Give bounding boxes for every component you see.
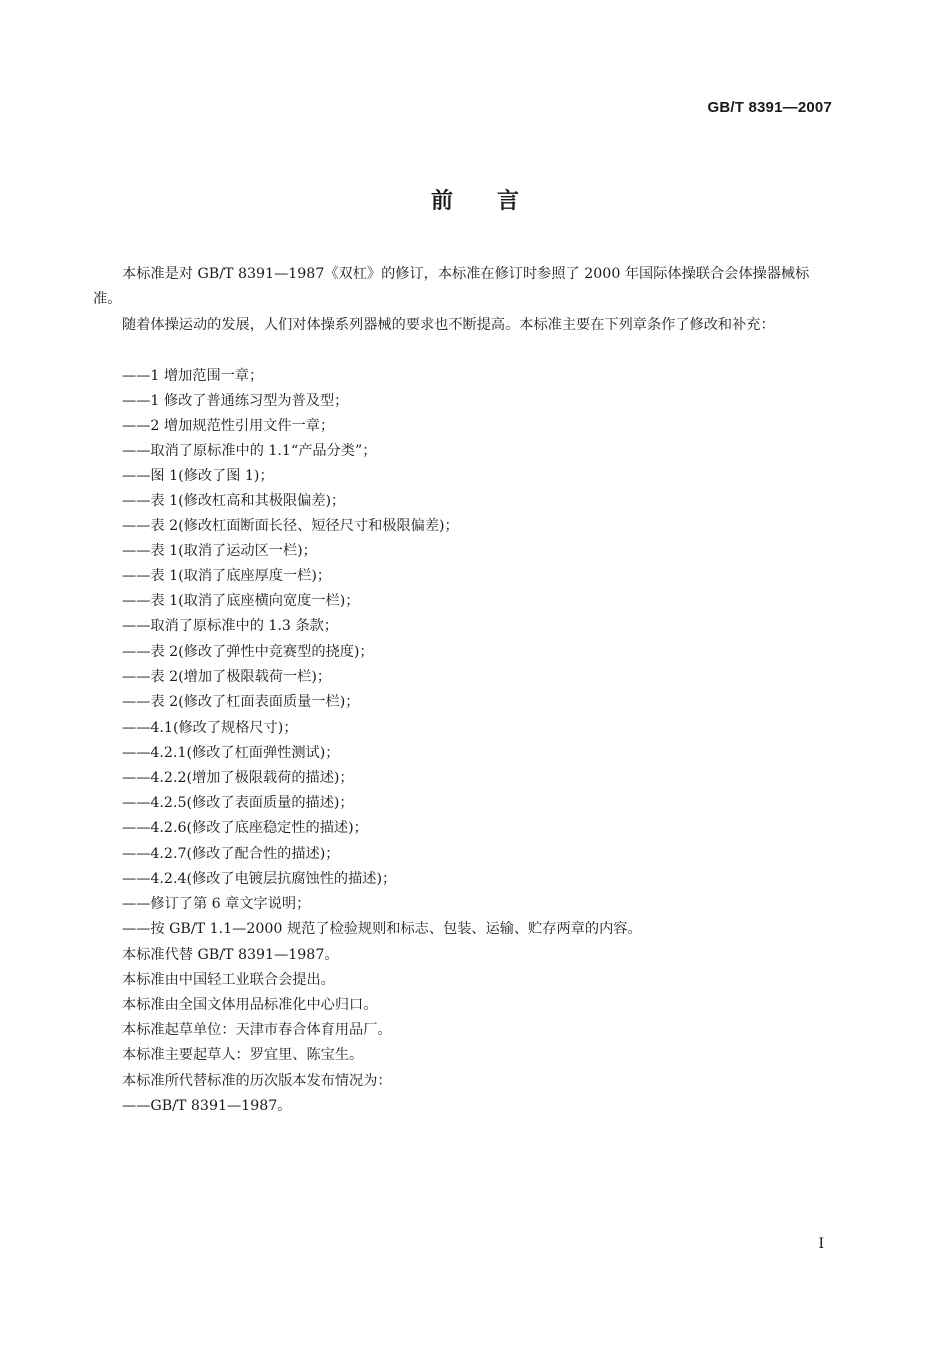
- history-item: ——GB/T 8391—1987。: [122, 1098, 292, 1114]
- change-item: ——表 1(取消了底座厚度一栏)；: [122, 568, 332, 584]
- change-item: ——1 增加范围一章；: [122, 368, 264, 384]
- change-item: ——4.2.4(修改了电镀层抗腐蚀性的描述)；: [122, 871, 397, 887]
- change-item: ——4.2.2(增加了极限载荷的描述)；: [122, 770, 354, 786]
- standard-code: GB/T 8391—2007: [707, 99, 832, 116]
- page-title: [0, 184, 950, 215]
- title-char-2: 言: [497, 189, 520, 214]
- change-item: ——表 1(取消了底座横向宽度一栏)；: [122, 593, 360, 609]
- change-item: ——表 2(修改了杠面表面质量一栏)；: [122, 694, 360, 710]
- change-item: ——修订了第 6 章文字说明；: [122, 896, 311, 912]
- change-item: ——按 GB/T 1.1—2000 规范了检验规则和标志、包装、运输、贮存两章的内容。: [122, 921, 642, 937]
- statement-line: 本标准所代替标准的历次版本发布情况为：: [122, 1073, 392, 1089]
- change-item: ——表 2(增加了极限载荷一栏)；: [122, 669, 332, 685]
- change-item: ——表 1(修改杠高和其极限偏差)；: [122, 493, 346, 509]
- change-item: ——1 修改了普通练习型为普及型；: [122, 393, 349, 409]
- change-item: ——表 1(取消了运动区一栏)；: [122, 543, 317, 559]
- change-item: ——4.2.1(修改了杠面弹性测试)；: [122, 745, 340, 761]
- intro-paragraph-2: 随着体操运动的发展，人们对体操系列器械的要求也不断提高。本标准主要在下列章条作了修改和补充：: [122, 317, 775, 333]
- change-item: ——4.2.6(修改了底座稳定性的描述)；: [122, 820, 368, 836]
- change-item: ——4.2.5(修改了表面质量的描述)；: [122, 795, 354, 811]
- change-item: ——取消了原标准中的 1.1“产品分类”；: [122, 443, 377, 459]
- statement-line: 本标准代替 GB/T 8391—1987。: [122, 947, 339, 963]
- statement-line: 本标准主要起草人：罗宜里、陈宝生。: [122, 1047, 364, 1063]
- change-item: ——表 2(修改了弹性中竞赛型的挠度)；: [122, 644, 374, 660]
- change-item: ——2 增加规范性引用文件一章；: [122, 418, 335, 434]
- change-item: ——取消了原标准中的 1.3 条款；: [122, 618, 339, 634]
- change-item: ——表 2(修改杠面断面长径、短径尺寸和极限偏差)；: [122, 518, 459, 534]
- statement-line: 本标准起草单位：天津市春合体育用品厂。: [122, 1022, 392, 1038]
- statement-line: 本标准由全国文体用品标准化中心归口。: [122, 997, 378, 1013]
- title-char-1: 前: [430, 189, 453, 214]
- change-item: ——4.1(修改了规格尺寸)；: [122, 720, 298, 736]
- intro-paragraph-1: 本标准是对 GB/T 8391—1987《双杠》的修订，本标准在修订时参照了 2000 年国际体操联合会体操器械标准。: [93, 266, 810, 307]
- change-item: ——图 1(修改了图 1)；: [122, 468, 274, 484]
- page-number: I: [818, 1236, 824, 1252]
- statement-line: 本标准由中国轻工业联合会提出。: [122, 972, 335, 988]
- change-item: ——4.2.7(修改了配合性的描述)；: [122, 846, 340, 862]
